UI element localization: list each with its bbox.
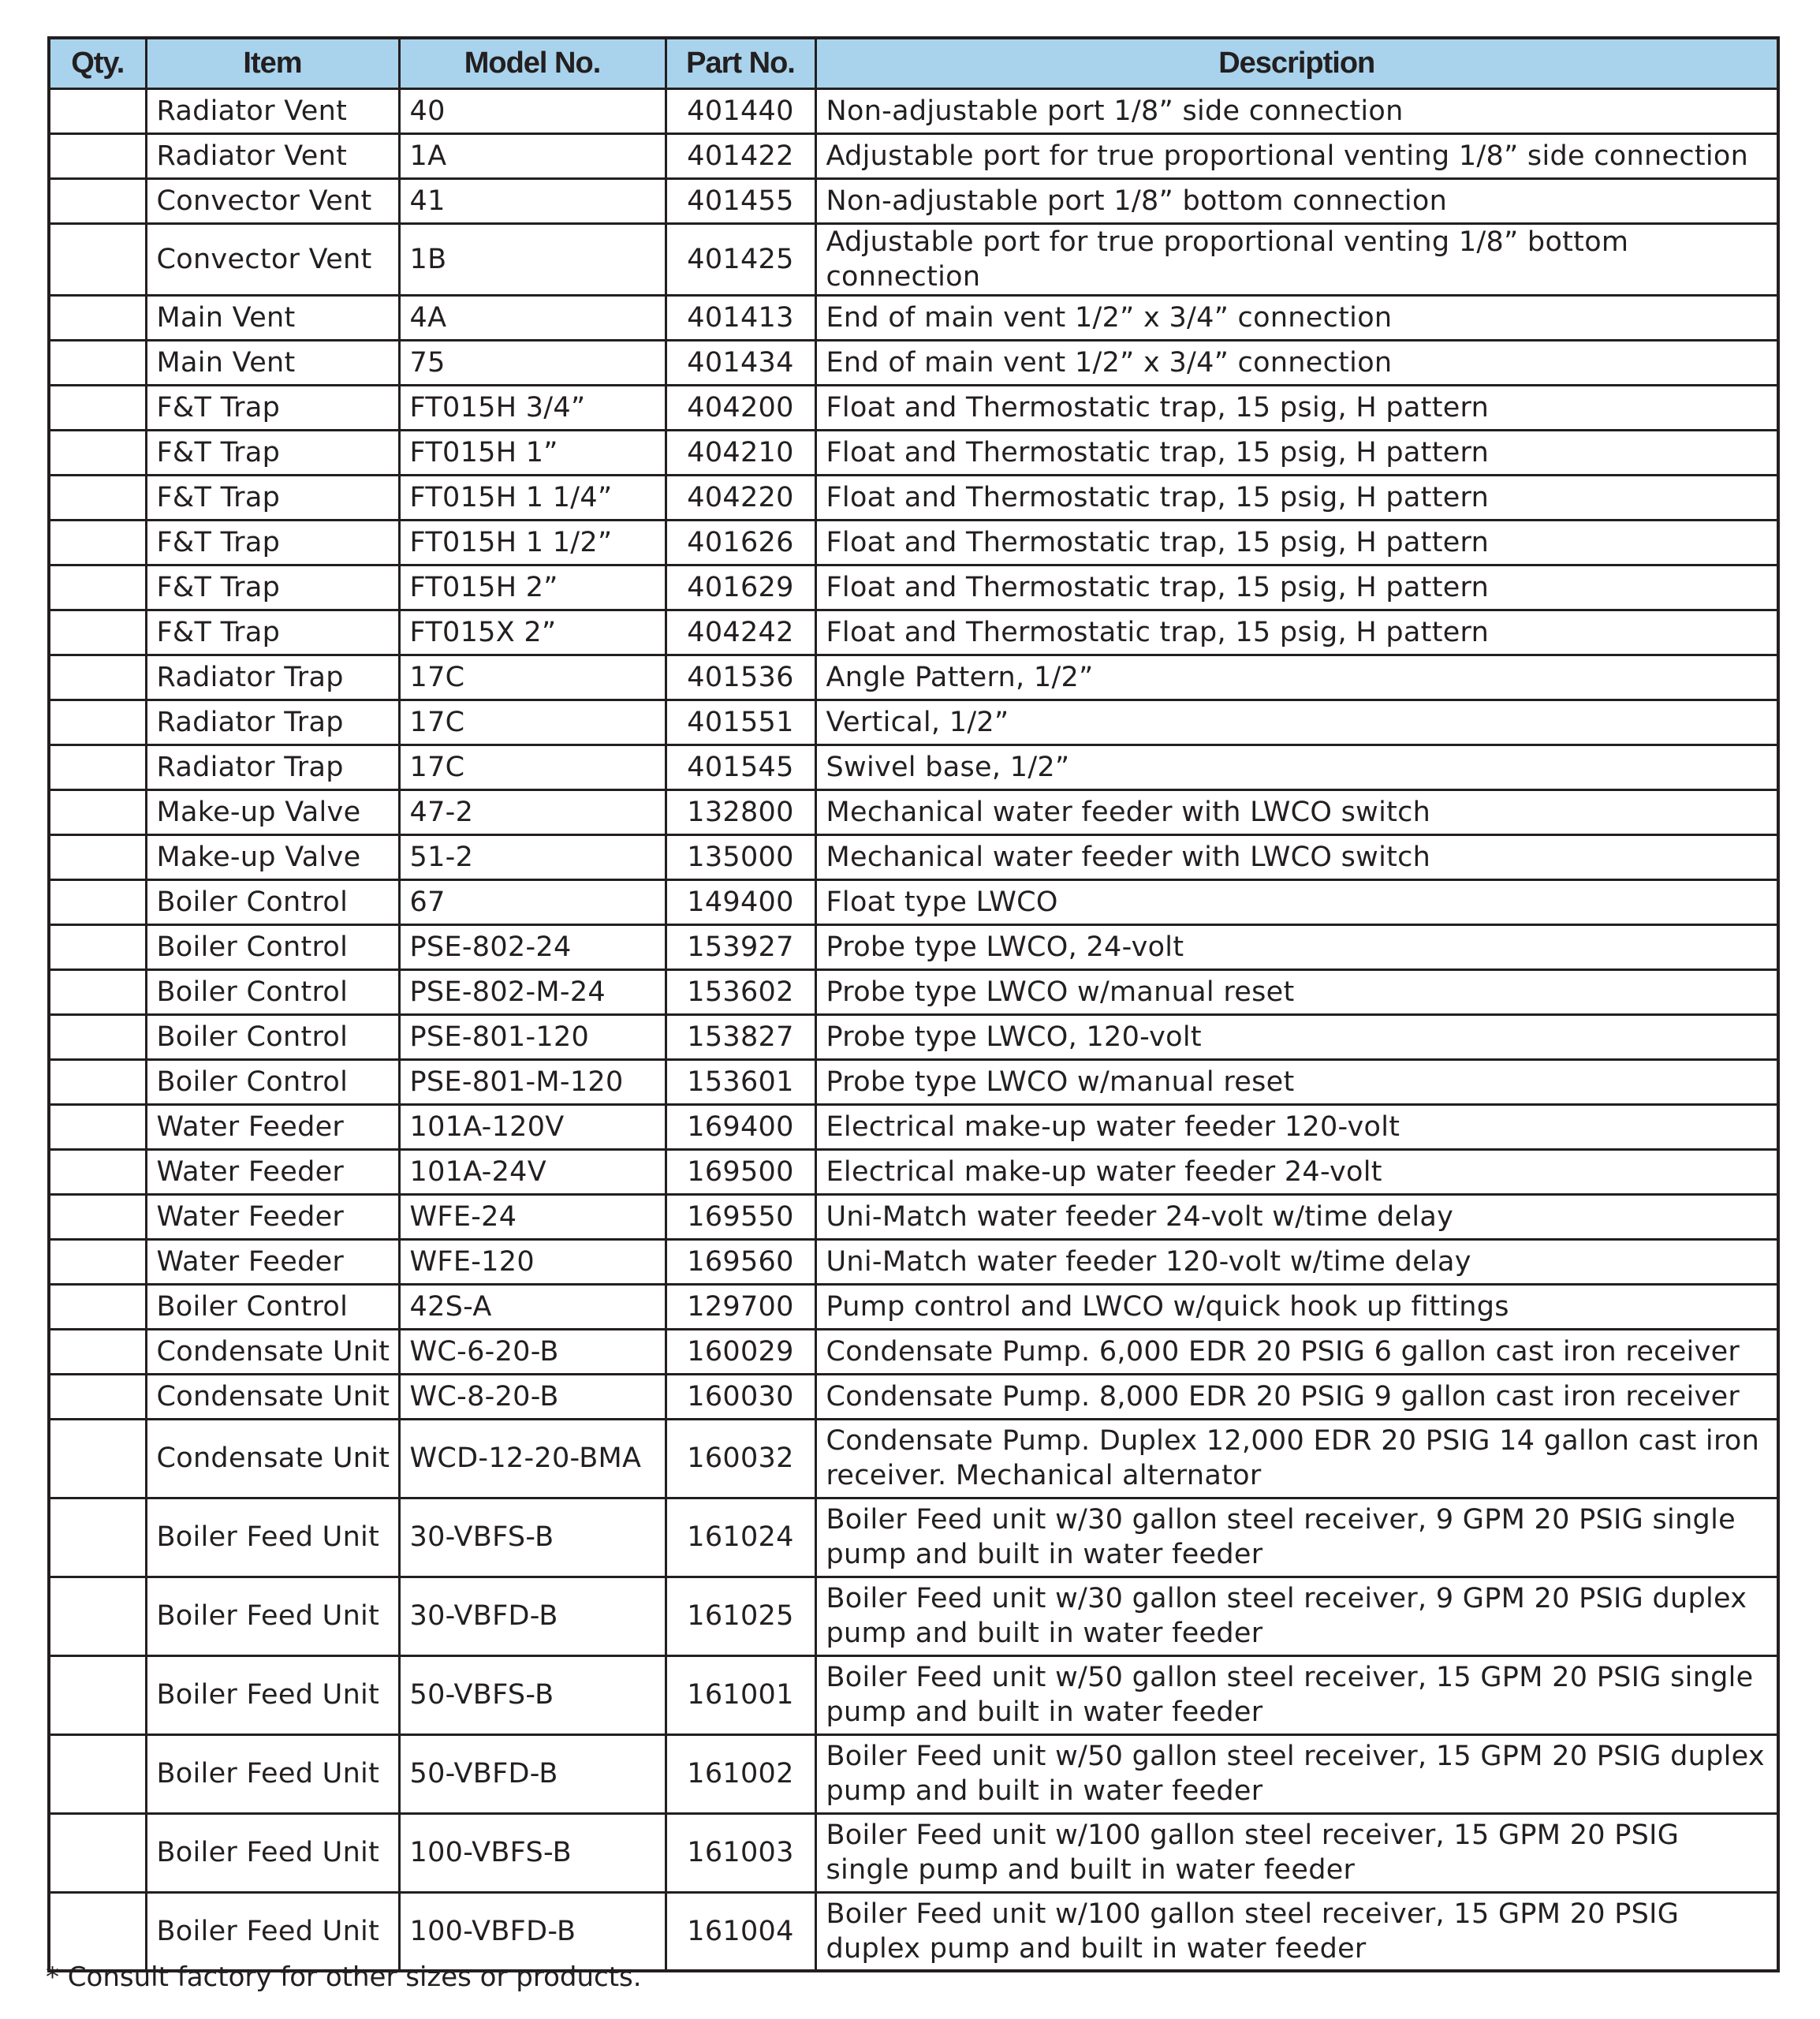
- part-no-cell: 169560: [666, 1239, 815, 1284]
- qty-cell: [49, 565, 146, 610]
- part-no-cell: 169400: [666, 1104, 815, 1149]
- description-cell: Non-adjustable port 1/8” bottom connection: [815, 178, 1778, 223]
- table-row: [49, 385, 1778, 430]
- description-cell: Adjustable port for true proportional venting 1/8” bottom connection: [815, 223, 1778, 295]
- part-no-cell: 161024: [666, 1498, 815, 1577]
- part-no-cell: 401425: [666, 223, 815, 295]
- description-cell: Float and Thermostatic trap, 15 psig, H pattern: [815, 610, 1778, 655]
- table-row: [49, 223, 1778, 295]
- qty-cell: [49, 834, 146, 879]
- table-row: [49, 789, 1778, 834]
- model-no-cell: 42S-A: [399, 1284, 666, 1329]
- qty-cell: [49, 1104, 146, 1149]
- item-cell: Radiator Trap: [146, 655, 399, 700]
- description-cell: Float and Thermostatic trap, 15 psig, H pattern: [815, 475, 1778, 520]
- model-no-cell: 17C: [399, 655, 666, 700]
- part-no-cell: 401422: [666, 133, 815, 178]
- model-no-cell: 30-VBFS-B: [399, 1498, 666, 1577]
- qty-cell: [49, 700, 146, 745]
- qty-cell: [49, 385, 146, 430]
- item-cell: F&T Trap: [146, 475, 399, 520]
- part-no-cell: 135000: [666, 834, 815, 879]
- table-row: [49, 1498, 1778, 1577]
- qty-cell: [49, 223, 146, 295]
- qty-cell: [49, 1498, 146, 1577]
- part-no-cell: 160029: [666, 1329, 815, 1374]
- model-no-cell: 100-VBFD-B: [399, 1892, 666, 1971]
- qty-cell: [49, 1655, 146, 1734]
- qty-cell: [49, 1284, 146, 1329]
- model-no-cell: 101A-120V: [399, 1104, 666, 1149]
- footnote: * Consult factory for other sizes or products.: [46, 1961, 642, 1993]
- qty-cell: [49, 1734, 146, 1813]
- model-no-cell: 4A: [399, 295, 666, 340]
- description-cell: Adjustable port for true proportional venting 1/8” side connection: [815, 133, 1778, 178]
- part-no-cell: 160030: [666, 1374, 815, 1419]
- item-cell: Radiator Trap: [146, 700, 399, 745]
- item-cell: Boiler Feed Unit: [146, 1655, 399, 1734]
- qty-cell: [49, 745, 146, 789]
- table-row: [49, 1734, 1778, 1813]
- item-cell: Condensate Unit: [146, 1329, 399, 1374]
- qty-cell: [49, 655, 146, 700]
- qty-cell: [49, 1329, 146, 1374]
- part-no-cell: 132800: [666, 789, 815, 834]
- item-cell: F&T Trap: [146, 520, 399, 565]
- part-no-cell: 161025: [666, 1577, 815, 1655]
- description-cell: Boiler Feed unit w/50 gallon steel receiver, 15 GPM 20 PSIG duplex pump and built in water feeder: [815, 1734, 1778, 1813]
- model-no-cell: FT015H 1”: [399, 430, 666, 475]
- model-no-cell: WFE-120: [399, 1239, 666, 1284]
- model-no-cell: 1A: [399, 133, 666, 178]
- model-no-cell: WC-8-20-B: [399, 1374, 666, 1419]
- description-cell: Float and Thermostatic trap, 15 psig, H pattern: [815, 565, 1778, 610]
- description-cell: Boiler Feed unit w/100 gallon steel receiver, 15 GPM 20 PSIG single pump and built in water feeder: [815, 1813, 1778, 1892]
- description-cell: Swivel base, 1/2”: [815, 745, 1778, 789]
- description-cell: Electrical make-up water feeder 24-volt: [815, 1149, 1778, 1194]
- item-cell: Main Vent: [146, 340, 399, 385]
- model-no-cell: 17C: [399, 700, 666, 745]
- item-cell: Make-up Valve: [146, 789, 399, 834]
- part-no-cell: 401434: [666, 340, 815, 385]
- item-cell: F&T Trap: [146, 430, 399, 475]
- description-cell: End of main vent 1/2” x 3/4” connection: [815, 340, 1778, 385]
- item-cell: Condensate Unit: [146, 1419, 399, 1498]
- model-no-cell: WC-6-20-B: [399, 1329, 666, 1374]
- part-no-cell: 401626: [666, 520, 815, 565]
- table-row: [49, 475, 1778, 520]
- model-no-cell: PSE-801-M-120: [399, 1059, 666, 1104]
- description-cell: Boiler Feed unit w/50 gallon steel receiver, 15 GPM 20 PSIG single pump and built in water feeder: [815, 1655, 1778, 1734]
- model-no-cell: 50-VBFD-B: [399, 1734, 666, 1813]
- part-no-cell: 404220: [666, 475, 815, 520]
- qty-cell: [49, 1374, 146, 1419]
- table-row: [49, 1284, 1778, 1329]
- table-row: [49, 1329, 1778, 1374]
- table-row: [49, 1813, 1778, 1892]
- model-no-cell: FT015X 2”: [399, 610, 666, 655]
- parts-table: [47, 36, 1780, 1972]
- table-header: [49, 38, 1778, 88]
- qty-cell: [49, 88, 146, 133]
- qty-cell: [49, 1419, 146, 1498]
- table-row: [49, 1014, 1778, 1059]
- table-row: [49, 879, 1778, 924]
- header-row: [49, 38, 1778, 88]
- table-row: [49, 610, 1778, 655]
- qty-cell: [49, 295, 146, 340]
- header-qty: Qty.: [49, 38, 146, 88]
- item-cell: Make-up Valve: [146, 834, 399, 879]
- item-cell: Boiler Feed Unit: [146, 1813, 399, 1892]
- model-no-cell: PSE-801-120: [399, 1014, 666, 1059]
- qty-cell: [49, 133, 146, 178]
- part-no-cell: 401545: [666, 745, 815, 789]
- item-cell: Boiler Control: [146, 924, 399, 969]
- table-row: [49, 1194, 1778, 1239]
- model-no-cell: 40: [399, 88, 666, 133]
- qty-cell: [49, 969, 146, 1014]
- item-cell: Water Feeder: [146, 1194, 399, 1239]
- model-no-cell: WCD-12-20-BMA: [399, 1419, 666, 1498]
- table-row: [49, 700, 1778, 745]
- part-no-cell: 401536: [666, 655, 815, 700]
- description-cell: Condensate Pump. Duplex 12,000 EDR 20 PSIG 14 gallon cast iron receiver. Mechanical alternator: [815, 1419, 1778, 1498]
- item-cell: Water Feeder: [146, 1239, 399, 1284]
- description-cell: Float type LWCO: [815, 879, 1778, 924]
- part-no-cell: 161004: [666, 1892, 815, 1971]
- table-row: [49, 1655, 1778, 1734]
- description-cell: Uni-Match water feeder 24-volt w/time delay: [815, 1194, 1778, 1239]
- qty-cell: [49, 924, 146, 969]
- item-cell: F&T Trap: [146, 565, 399, 610]
- model-no-cell: 101A-24V: [399, 1149, 666, 1194]
- table-row: [49, 1577, 1778, 1655]
- description-cell: Mechanical water feeder with LWCO switch: [815, 834, 1778, 879]
- item-cell: Condensate Unit: [146, 1374, 399, 1419]
- part-no-cell: 153827: [666, 1014, 815, 1059]
- item-cell: Radiator Trap: [146, 745, 399, 789]
- item-cell: F&T Trap: [146, 385, 399, 430]
- table-row: [49, 178, 1778, 223]
- qty-cell: [49, 430, 146, 475]
- description-cell: Condensate Pump. 8,000 EDR 20 PSIG 9 gallon cast iron receiver: [815, 1374, 1778, 1419]
- description-cell: Vertical, 1/2”: [815, 700, 1778, 745]
- part-no-cell: 169500: [666, 1149, 815, 1194]
- model-no-cell: PSE-802-M-24: [399, 969, 666, 1014]
- table-row: [49, 1059, 1778, 1104]
- qty-cell: [49, 1892, 146, 1971]
- description-cell: Angle Pattern, 1/2”: [815, 655, 1778, 700]
- description-cell: Non-adjustable port 1/8” side connection: [815, 88, 1778, 133]
- table-row: [49, 745, 1778, 789]
- part-no-cell: 161001: [666, 1655, 815, 1734]
- table-row: [49, 655, 1778, 700]
- description-cell: Uni-Match water feeder 120-volt w/time delay: [815, 1239, 1778, 1284]
- model-no-cell: WFE-24: [399, 1194, 666, 1239]
- header-item: Item: [146, 38, 399, 88]
- item-cell: Water Feeder: [146, 1104, 399, 1149]
- table-body: [49, 88, 1778, 1971]
- header-part-no: Part No.: [666, 38, 815, 88]
- model-no-cell: FT015H 1 1/2”: [399, 520, 666, 565]
- model-no-cell: 51-2: [399, 834, 666, 879]
- table-row: [49, 1374, 1778, 1419]
- table-row: [49, 969, 1778, 1014]
- table-row: [49, 88, 1778, 133]
- description-cell: Electrical make-up water feeder 120-volt: [815, 1104, 1778, 1149]
- part-no-cell: 160032: [666, 1419, 815, 1498]
- model-no-cell: FT015H 3/4”: [399, 385, 666, 430]
- description-cell: Condensate Pump. 6,000 EDR 20 PSIG 6 gallon cast iron receiver: [815, 1329, 1778, 1374]
- table-row: [49, 1104, 1778, 1149]
- description-cell: Mechanical water feeder with LWCO switch: [815, 789, 1778, 834]
- table-row: [49, 340, 1778, 385]
- description-cell: End of main vent 1/2” x 3/4” connection: [815, 295, 1778, 340]
- model-no-cell: 47-2: [399, 789, 666, 834]
- description-cell: Float and Thermostatic trap, 15 psig, H pattern: [815, 385, 1778, 430]
- table-row: [49, 295, 1778, 340]
- part-no-cell: 129700: [666, 1284, 815, 1329]
- item-cell: Convector Vent: [146, 223, 399, 295]
- model-no-cell: 50-VBFS-B: [399, 1655, 666, 1734]
- description-cell: Float and Thermostatic trap, 15 psig, H pattern: [815, 520, 1778, 565]
- part-no-cell: 404242: [666, 610, 815, 655]
- qty-cell: [49, 1059, 146, 1104]
- item-cell: Radiator Vent: [146, 88, 399, 133]
- part-no-cell: 153602: [666, 969, 815, 1014]
- item-cell: Convector Vent: [146, 178, 399, 223]
- qty-cell: [49, 879, 146, 924]
- qty-cell: [49, 1149, 146, 1194]
- part-no-cell: 404210: [666, 430, 815, 475]
- part-no-cell: 153927: [666, 924, 815, 969]
- qty-cell: [49, 178, 146, 223]
- part-no-cell: 401413: [666, 295, 815, 340]
- item-cell: Boiler Feed Unit: [146, 1892, 399, 1971]
- item-cell: Water Feeder: [146, 1149, 399, 1194]
- item-cell: F&T Trap: [146, 610, 399, 655]
- model-no-cell: 41: [399, 178, 666, 223]
- table-row: [49, 565, 1778, 610]
- description-cell: Probe type LWCO, 24-volt: [815, 924, 1778, 969]
- model-no-cell: 67: [399, 879, 666, 924]
- table-row: [49, 1149, 1778, 1194]
- model-no-cell: 100-VBFS-B: [399, 1813, 666, 1892]
- item-cell: Boiler Control: [146, 1059, 399, 1104]
- description-cell: Pump control and LWCO w/quick hook up fittings: [815, 1284, 1778, 1329]
- description-cell: Probe type LWCO, 120-volt: [815, 1014, 1778, 1059]
- part-no-cell: 153601: [666, 1059, 815, 1104]
- table-row: [49, 834, 1778, 879]
- model-no-cell: PSE-802-24: [399, 924, 666, 969]
- part-no-cell: 161002: [666, 1734, 815, 1813]
- part-no-cell: 401629: [666, 565, 815, 610]
- table-row: [49, 1239, 1778, 1284]
- qty-cell: [49, 340, 146, 385]
- table-row: [49, 924, 1778, 969]
- table-row: [49, 133, 1778, 178]
- qty-cell: [49, 1577, 146, 1655]
- description-cell: Boiler Feed unit w/100 gallon steel receiver, 15 GPM 20 PSIG duplex pump and built in water feeder: [815, 1892, 1778, 1971]
- table-row: [49, 1419, 1778, 1498]
- model-no-cell: 1B: [399, 223, 666, 295]
- item-cell: Boiler Control: [146, 1014, 399, 1059]
- model-no-cell: FT015H 2”: [399, 565, 666, 610]
- part-no-cell: 401455: [666, 178, 815, 223]
- table-row: [49, 1892, 1778, 1971]
- qty-cell: [49, 1239, 146, 1284]
- header-model-no: Model No.: [399, 38, 666, 88]
- part-no-cell: 149400: [666, 879, 815, 924]
- qty-cell: [49, 1813, 146, 1892]
- part-no-cell: 161003: [666, 1813, 815, 1892]
- part-no-cell: 401440: [666, 88, 815, 133]
- qty-cell: [49, 520, 146, 565]
- model-no-cell: 75: [399, 340, 666, 385]
- item-cell: Boiler Control: [146, 969, 399, 1014]
- part-no-cell: 169550: [666, 1194, 815, 1239]
- part-no-cell: 404200: [666, 385, 815, 430]
- item-cell: Boiler Control: [146, 1284, 399, 1329]
- item-cell: Boiler Control: [146, 879, 399, 924]
- model-no-cell: FT015H 1 1/4”: [399, 475, 666, 520]
- table-row: [49, 430, 1778, 475]
- description-cell: Boiler Feed unit w/30 gallon steel receiver, 9 GPM 20 PSIG single pump and built in water feeder: [815, 1498, 1778, 1577]
- item-cell: Radiator Vent: [146, 133, 399, 178]
- description-cell: Probe type LWCO w/manual reset: [815, 1059, 1778, 1104]
- item-cell: Boiler Feed Unit: [146, 1734, 399, 1813]
- qty-cell: [49, 475, 146, 520]
- part-no-cell: 401551: [666, 700, 815, 745]
- item-cell: Main Vent: [146, 295, 399, 340]
- qty-cell: [49, 789, 146, 834]
- model-no-cell: 17C: [399, 745, 666, 789]
- qty-cell: [49, 1014, 146, 1059]
- description-cell: Float and Thermostatic trap, 15 psig, H pattern: [815, 430, 1778, 475]
- qty-cell: [49, 610, 146, 655]
- model-no-cell: 30-VBFD-B: [399, 1577, 666, 1655]
- header-description: Description: [815, 38, 1778, 88]
- description-cell: Probe type LWCO w/manual reset: [815, 969, 1778, 1014]
- qty-cell: [49, 1194, 146, 1239]
- item-cell: Boiler Feed Unit: [146, 1577, 399, 1655]
- description-cell: Boiler Feed unit w/30 gallon steel receiver, 9 GPM 20 PSIG duplex pump and built in water feeder: [815, 1577, 1778, 1655]
- table-row: [49, 520, 1778, 565]
- item-cell: Boiler Feed Unit: [146, 1498, 399, 1577]
